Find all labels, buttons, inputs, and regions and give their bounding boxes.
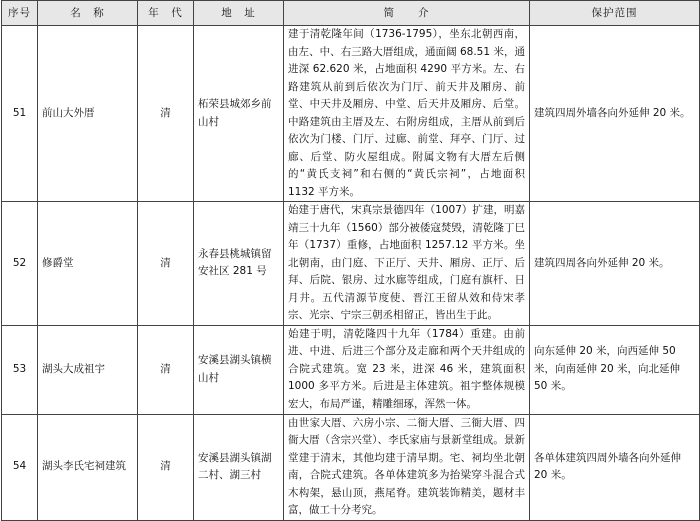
- header-scope: 保护范围: [530, 1, 700, 26]
- cell-address: 安溪县湖头镇湖二村、湖三村: [194, 414, 284, 520]
- header-no: 序号: [2, 1, 38, 26]
- cell-period: 清: [138, 325, 194, 414]
- cell-name: 前山大外厝: [38, 26, 138, 202]
- header-period: 年 代: [138, 1, 194, 26]
- cell-period: 清: [138, 202, 194, 326]
- table-row: [2, 325, 700, 414]
- cell-no: 51: [2, 26, 38, 202]
- cell-no: 53: [2, 325, 38, 414]
- cell-period: 清: [138, 26, 194, 202]
- cell-no: 54: [2, 414, 38, 520]
- cell-address: 柘荣县城郊乡前山村: [194, 26, 284, 202]
- header-row: [2, 1, 700, 26]
- cell-no: 52: [2, 202, 38, 326]
- cell-name: 修爵堂: [38, 202, 138, 326]
- cell-address: 安溪县湖头镇横山村: [194, 325, 284, 414]
- cell-scope: 向东延伸 20 米，向西延伸 50 米，向南延伸 20 米，向北延伸 50 米。: [530, 325, 700, 414]
- table-row: [2, 202, 700, 326]
- cell-scope: 各单体建筑四周外墙各向外延伸 20 米。: [530, 414, 700, 520]
- cell-scope: 建筑四周各向外延伸 20 米。: [530, 202, 700, 326]
- cell-scope: 建筑四周外墙各向外延伸 20 米。: [530, 26, 700, 202]
- cell-intro: 始建于唐代，宋真宗景德四年（1007）扩建，明嘉靖三十九年（1560）部分被倭寇焚毁，清乾隆丁巳年（1737）重修，占地面积 1257.12 平方米。坐北朝南，由门庭、下正厅、天井、厢房、正厅、后拜、后院、银房、过水廊等组成，门庭有旗杆、日月井。五代清源节度使、晋江王留从效和侍宋孝宗、光宗、宁宗三朝丞相留正，皆出生于此。: [284, 202, 530, 326]
- heritage-table: [1, 0, 700, 521]
- header-address: 地 址: [194, 1, 284, 26]
- cell-address: 永春县桃城镇留安社区 281 号: [194, 202, 284, 326]
- table-row: [2, 26, 700, 202]
- cell-intro: 始建于明，清乾隆四十九年（1784）重建。由前进、中进、后进三个部分及走廊和两个天井组成的合院式建筑。宽 23 米，进深 46 米，建筑面积 1000 多平方米。后进是主体建筑。祖宇整体规模宏大，布局严谨，精雕细琢，浑然一体。: [284, 325, 530, 414]
- cell-period: 清: [138, 414, 194, 520]
- cell-intro: 建于清乾隆年间（1736-1795），坐东北朝西南，由左、中、右三路大厝组成，通面阔 68.51 米，通进深 62.620 米，占地面积 4290 平方米。左、右路建筑从前到后依次为门厅、前天井及厢房、前堂、中天井及厢房、中堂、后天井及厢房、后堂。中路建筑由主厝及左、右附房组成，主厝从前到后依次为门楼、门厅、过廊、前堂、拜亭、门厅、过廊、后堂、防火屋组成。附属文物有大厝左后侧的“黄氏支祠”和右侧的“黄氏宗祠”，占地面积 1132 平方米。: [284, 26, 530, 202]
- table-row: [2, 414, 700, 520]
- header-name: 名 称: [38, 1, 138, 26]
- cell-intro: 由世家大厝、六房小宗、二衙大厝、三衙大厝、四衙大厝（含宗兴堂）、李氏家庙与景新堂组成。景新堂建于清末，其他均建于清早期。宅、祠均坐北朝南，合院式建筑。各单体建筑多为抬梁穿斗混合式木构架，悬山顶，燕尾脊。建筑装饰精美，题材丰富，做工十分考究。: [284, 414, 530, 520]
- cell-name: 湖头李氏宅祠建筑: [38, 414, 138, 520]
- header-intro: 简 介: [284, 1, 530, 26]
- cell-name: 湖头大成祖宇: [38, 325, 138, 414]
